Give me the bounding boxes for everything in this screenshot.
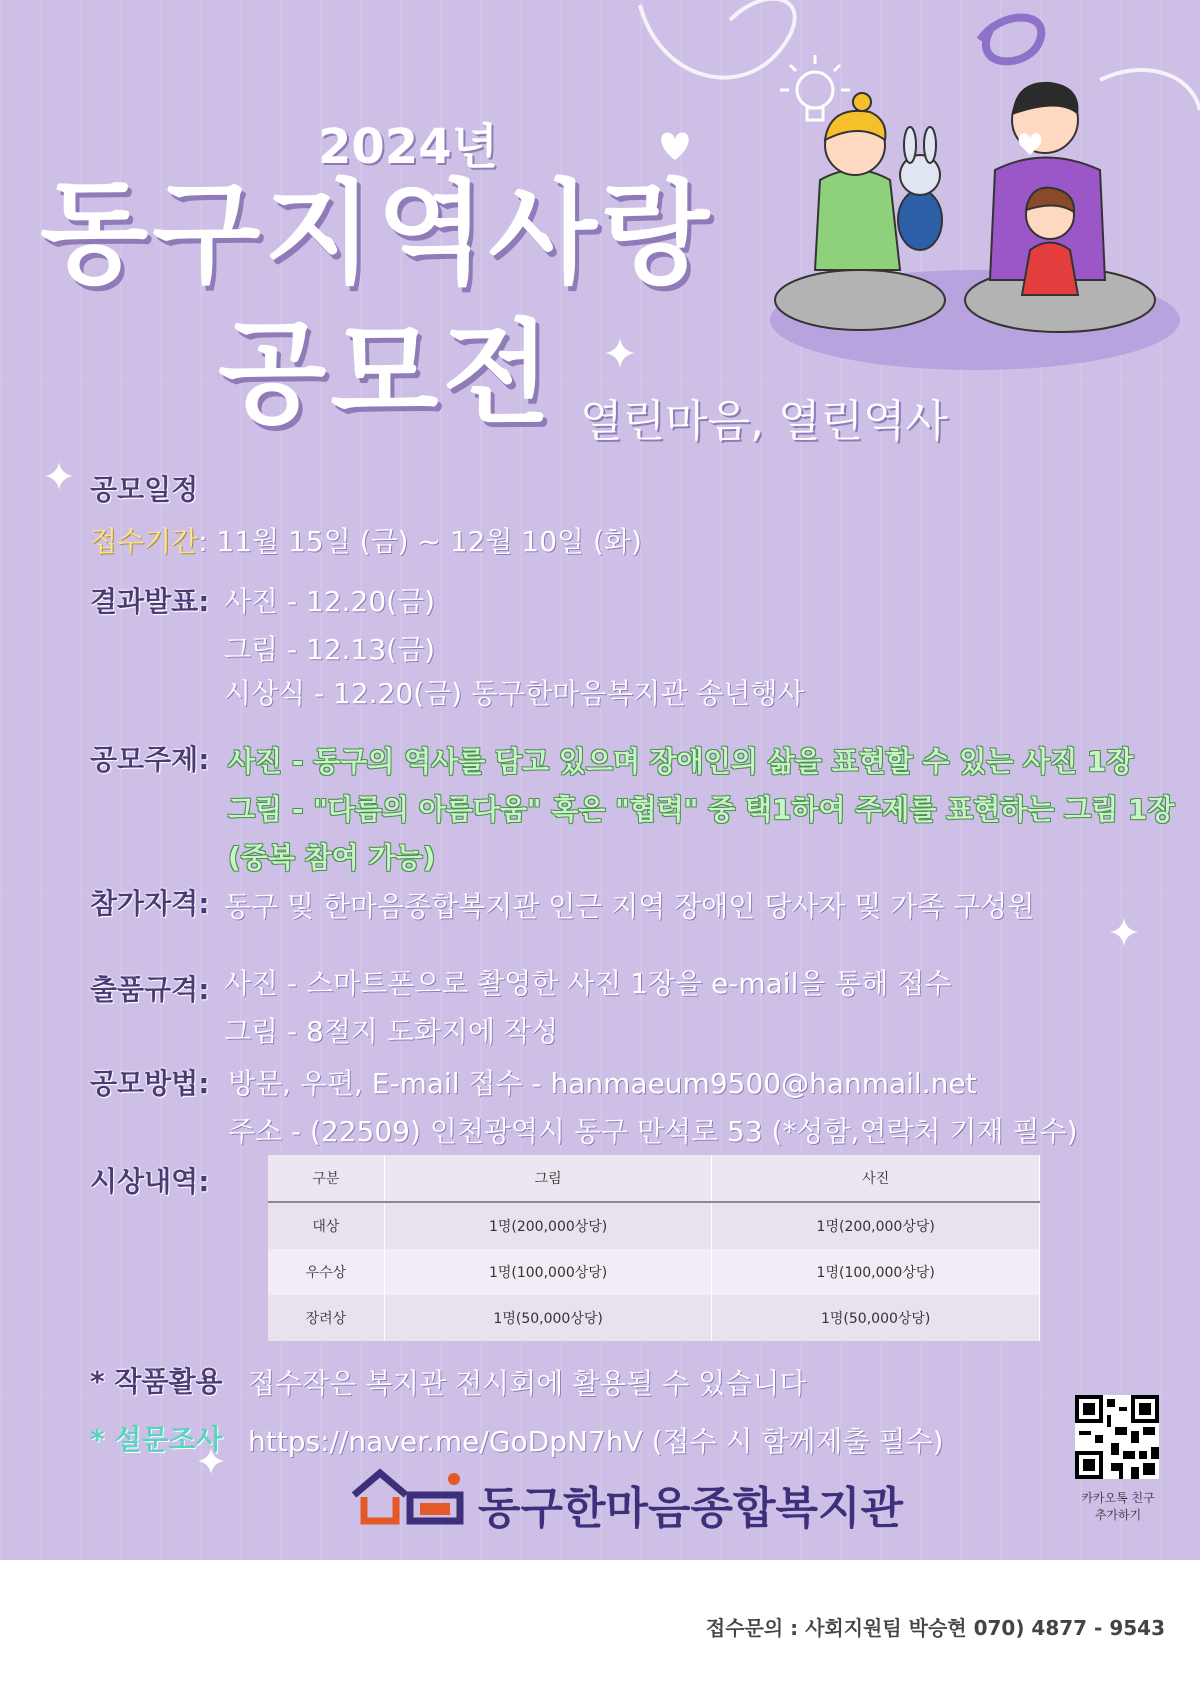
eligibility-label: 참가자격: — [90, 887, 210, 920]
table-cell: 1명(200,000상당) — [384, 1202, 712, 1249]
table-cell: 1명(200,000상당) — [712, 1202, 1040, 1249]
table-row — [268, 1249, 1040, 1295]
footer — [0, 1560, 1200, 1697]
reception-value: : 11월 15일 (금) ~ 12월 10일 (화) — [198, 525, 642, 558]
method-line-2: 주소 - (22509) 인천광역시 동구 만석로 53 (*성함,연락처 기재 필수) — [228, 1115, 1078, 1148]
title-line-2: 공모전 — [218, 309, 555, 439]
table-cell: 대상 — [268, 1202, 384, 1249]
spec-line-drawing: 그림 - 8절지 도화지에 작성 — [224, 1015, 559, 1048]
result-line-photo: 사진 - 12.20(금) — [224, 585, 436, 618]
lightbulb-icon — [780, 55, 850, 120]
subtitle: 열린마음, 열린역사 — [580, 396, 949, 447]
result-label: 결과발표: — [90, 585, 210, 618]
table-header: 사진 — [712, 1155, 1040, 1202]
contact-info: 접수문의 : 사회지원팀 박승현 070) 4877 - 9543 — [705, 1616, 1165, 1640]
theme-line-note: (중복 참여 가능) — [228, 841, 436, 874]
reception-row — [90, 520, 642, 560]
eligibility-value: 동구 및 한마음종합복지관 인근 지역 장애인 당사자 및 가족 구성원 — [224, 890, 1035, 923]
reception-label: 접수기간 — [90, 525, 199, 558]
table-cell: 1명(100,000상당) — [384, 1249, 712, 1295]
qr-caption: 카카오톡 친구 추가하기 — [1081, 1491, 1155, 1522]
theme-line-drawing: 그림 - "다름의 아름다움" 혹은 "협력" 중 택1하여 주제를 표현하는 그림 1장 — [228, 793, 1175, 826]
sparkle-icon — [1110, 918, 1138, 946]
sparkle-icon — [605, 338, 635, 368]
table-header: 구분 — [268, 1155, 384, 1202]
org-name: 동구한마음종합복지관 — [478, 1483, 904, 1534]
method-line-1[interactable]: 방문, 우편, E-mail 접수 - hanmaeum9500@hanmail.net — [228, 1067, 977, 1100]
family-illustration — [760, 50, 1180, 380]
org-logo-icon — [350, 1465, 468, 1527]
table-row — [268, 1295, 1040, 1341]
usage-value: 접수작은 복지관 전시회에 활용될 수 있습니다 — [248, 1367, 807, 1400]
spec-line-photo: 사진 - 스마트폰으로 촬영한 사진 1장을 e-mail을 통해 접수 — [224, 967, 952, 1000]
schedule-heading: 공모일정 — [90, 473, 199, 506]
awards-label: 시상내역: — [90, 1165, 210, 1198]
table-row — [268, 1202, 1040, 1249]
method-label: 공모방법: — [90, 1067, 210, 1100]
usage-label: * 작품활용 — [90, 1365, 223, 1398]
sparkle-icon — [45, 462, 73, 490]
table-cell: 장려상 — [268, 1295, 384, 1341]
table-cell: 우수상 — [268, 1249, 384, 1295]
result-line-ceremony: 시상식 - 12.20(금) 동구한마음복지관 송년행사 — [224, 677, 805, 710]
qr-code-icon[interactable] — [1075, 1395, 1159, 1479]
table-cell: 1명(50,000상당) — [712, 1295, 1040, 1341]
result-line-drawing: 그림 - 12.13(금) — [224, 633, 436, 666]
survey-label: * 설문조사 — [90, 1423, 223, 1456]
theme-line-photo: 사진 - 동구의 역사를 담고 있으며 장애인의 삶을 표현할 수 있는 사진 1장 — [228, 745, 1134, 778]
awards-table — [268, 1155, 1040, 1341]
spec-label: 출품규격: — [90, 973, 210, 1006]
theme-label: 공모주제: — [90, 743, 210, 776]
survey-link[interactable]: https://naver.me/GoDpN7hV (접수 시 함께제출 필수) — [248, 1425, 944, 1458]
table-cell: 1명(100,000상당) — [712, 1249, 1040, 1295]
table-cell: 1명(50,000상당) — [384, 1295, 712, 1341]
table-header-row — [268, 1155, 1040, 1202]
year-heading: 2024년 — [318, 119, 498, 175]
table-header: 그림 — [384, 1155, 712, 1202]
title-line-1: 동구지역사랑 — [40, 169, 714, 299]
